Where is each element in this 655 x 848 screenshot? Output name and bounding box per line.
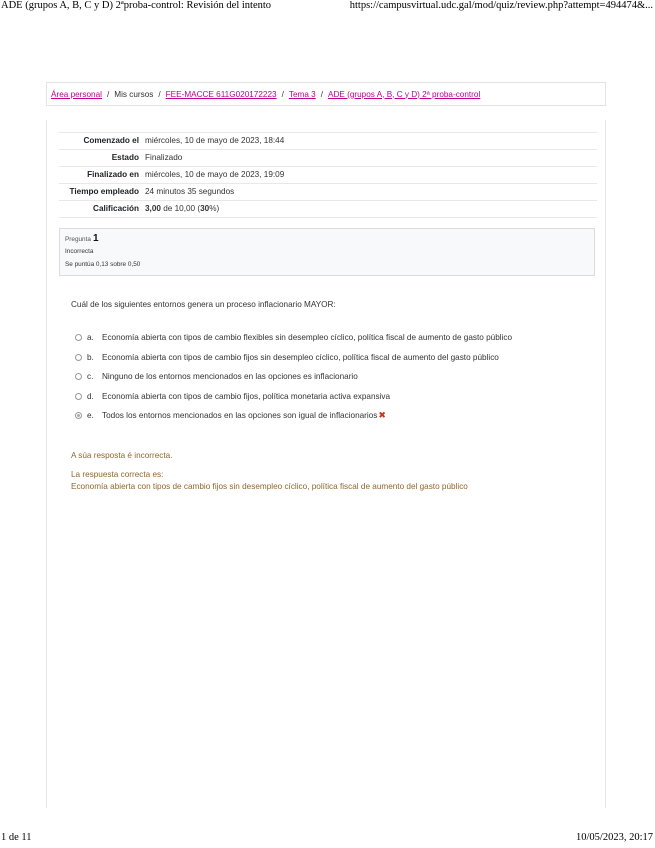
- summary-row-state: [59, 150, 597, 167]
- breadcrumb-topic[interactable]: Tema 3: [288, 89, 316, 99]
- question-prefix: Pregunta: [65, 236, 91, 243]
- answer-text: Economía abierta con tipos de cambio fijos sin desempleo cíclico, política fiscal de aumento del gasto público: [102, 352, 499, 362]
- answer-letter: b.: [87, 352, 94, 362]
- print-page-number: 1 de 11: [1, 832, 32, 843]
- summary-value: Finalizado: [145, 153, 183, 162]
- print-footer: [0, 832, 655, 846]
- question-number-value: 1: [92, 233, 99, 244]
- answer-option-b[interactable]: [75, 348, 595, 368]
- attempt-summary-table: [59, 132, 597, 218]
- summary-label: Comenzado el: [83, 136, 139, 145]
- grade-percent: 30: [200, 204, 210, 213]
- summary-label: Estado: [111, 153, 139, 162]
- question-info-box: [59, 228, 595, 276]
- answer-text: Economía abierta con tipos de cambio flexibles sin desempleo cíclico, política fiscal de aumento de gasto público: [102, 333, 513, 343]
- feedback-correct-answer: Economía abierta con tipos de cambio fijos sin desempleo cíclico, política fiscal de aumento del gasto público: [71, 482, 468, 491]
- quiz-review-region: [46, 120, 606, 808]
- summary-value: miércoles, 10 de mayo de 2023, 19:09: [145, 170, 285, 179]
- summary-value: 24 minutos 35 segundos: [145, 187, 235, 196]
- summary-row-time-taken: [59, 184, 597, 201]
- answer-option-d[interactable]: [75, 387, 595, 407]
- summary-label: Finalizado en: [87, 170, 139, 179]
- answer-option-e[interactable]: [75, 406, 595, 426]
- question-number: [65, 233, 589, 244]
- breadcrumb-separator: /: [281, 89, 284, 99]
- print-page-title: ADE (grupos A, B, C y D) 2ªproba-control: Revisión del intento: [1, 0, 272, 11]
- print-page-url: https://campusvirtual.udc.gal/mod/quiz/review.php?attempt=494474&...: [349, 0, 653, 11]
- grade-score: 3,00: [145, 204, 161, 213]
- grade-suffix: %): [209, 204, 220, 213]
- feedback-box: [71, 450, 591, 495]
- answer-text: Todos los entornos mencionados en las opciones son igual de inflacionarios: [102, 411, 378, 421]
- breadcrumb-separator: /: [158, 89, 161, 99]
- answer-option-a[interactable]: [75, 328, 595, 348]
- summary-row-started: [59, 133, 597, 150]
- radio-button[interactable]: [75, 393, 82, 400]
- print-header: [0, 0, 655, 14]
- answer-option-c[interactable]: [75, 367, 595, 387]
- breadcrumb-area-personal[interactable]: Área personal: [51, 89, 102, 99]
- breadcrumb: [46, 82, 606, 106]
- breadcrumb-separator: /: [320, 89, 323, 99]
- question-grade: Se puntúa 0,13 sobre 0,50: [65, 261, 141, 268]
- answer-letter: a.: [87, 333, 94, 343]
- breadcrumb-separator: /: [106, 89, 110, 99]
- summary-label: Tiempo empleado: [69, 187, 139, 196]
- answer-letter: d.: [87, 391, 94, 401]
- incorrect-icon: ✖: [378, 410, 386, 421]
- question-state: Incorrecta: [65, 248, 94, 255]
- answer-letter: e.: [87, 411, 94, 421]
- summary-value: miércoles, 10 de mayo de 2023, 18:44: [145, 136, 285, 145]
- print-date: 10/05/2023, 20:17: [575, 832, 653, 843]
- radio-button[interactable]: [75, 354, 82, 361]
- summary-row-grade: [59, 201, 597, 218]
- grade-text: de 10,00 (: [160, 204, 201, 213]
- breadcrumb-quiz[interactable]: ADE (grupos A, B, C y D) 2ª proba-control: [328, 89, 481, 99]
- radio-button[interactable]: [75, 334, 82, 341]
- radio-button[interactable]: [75, 373, 82, 380]
- summary-label: Calificación: [93, 204, 139, 213]
- breadcrumb-mis-cursos[interactable]: Mis cursos: [114, 89, 154, 99]
- answer-text: Ninguno de los entornos mencionados en las opciones es inflacionario: [102, 372, 358, 382]
- answer-text: Economía abierta con tipos de cambio fijos, política monetaria activa expansiva: [102, 391, 391, 401]
- summary-row-finished: [59, 167, 597, 184]
- feedback-result: A súa resposta é incorrecta.: [71, 451, 173, 460]
- answer-list: [75, 328, 595, 426]
- answer-letter: c.: [87, 372, 94, 382]
- radio-button-selected[interactable]: [75, 412, 82, 419]
- breadcrumb-course[interactable]: FEE-MACCE 611G020172223: [165, 89, 277, 99]
- summary-grade-value: [145, 201, 597, 218]
- question-text: Cuál de los siguientes entornos genera un proceso inflacionario MAYOR:: [71, 300, 336, 309]
- feedback-correct-label: La respuesta correcta es:: [71, 470, 164, 479]
